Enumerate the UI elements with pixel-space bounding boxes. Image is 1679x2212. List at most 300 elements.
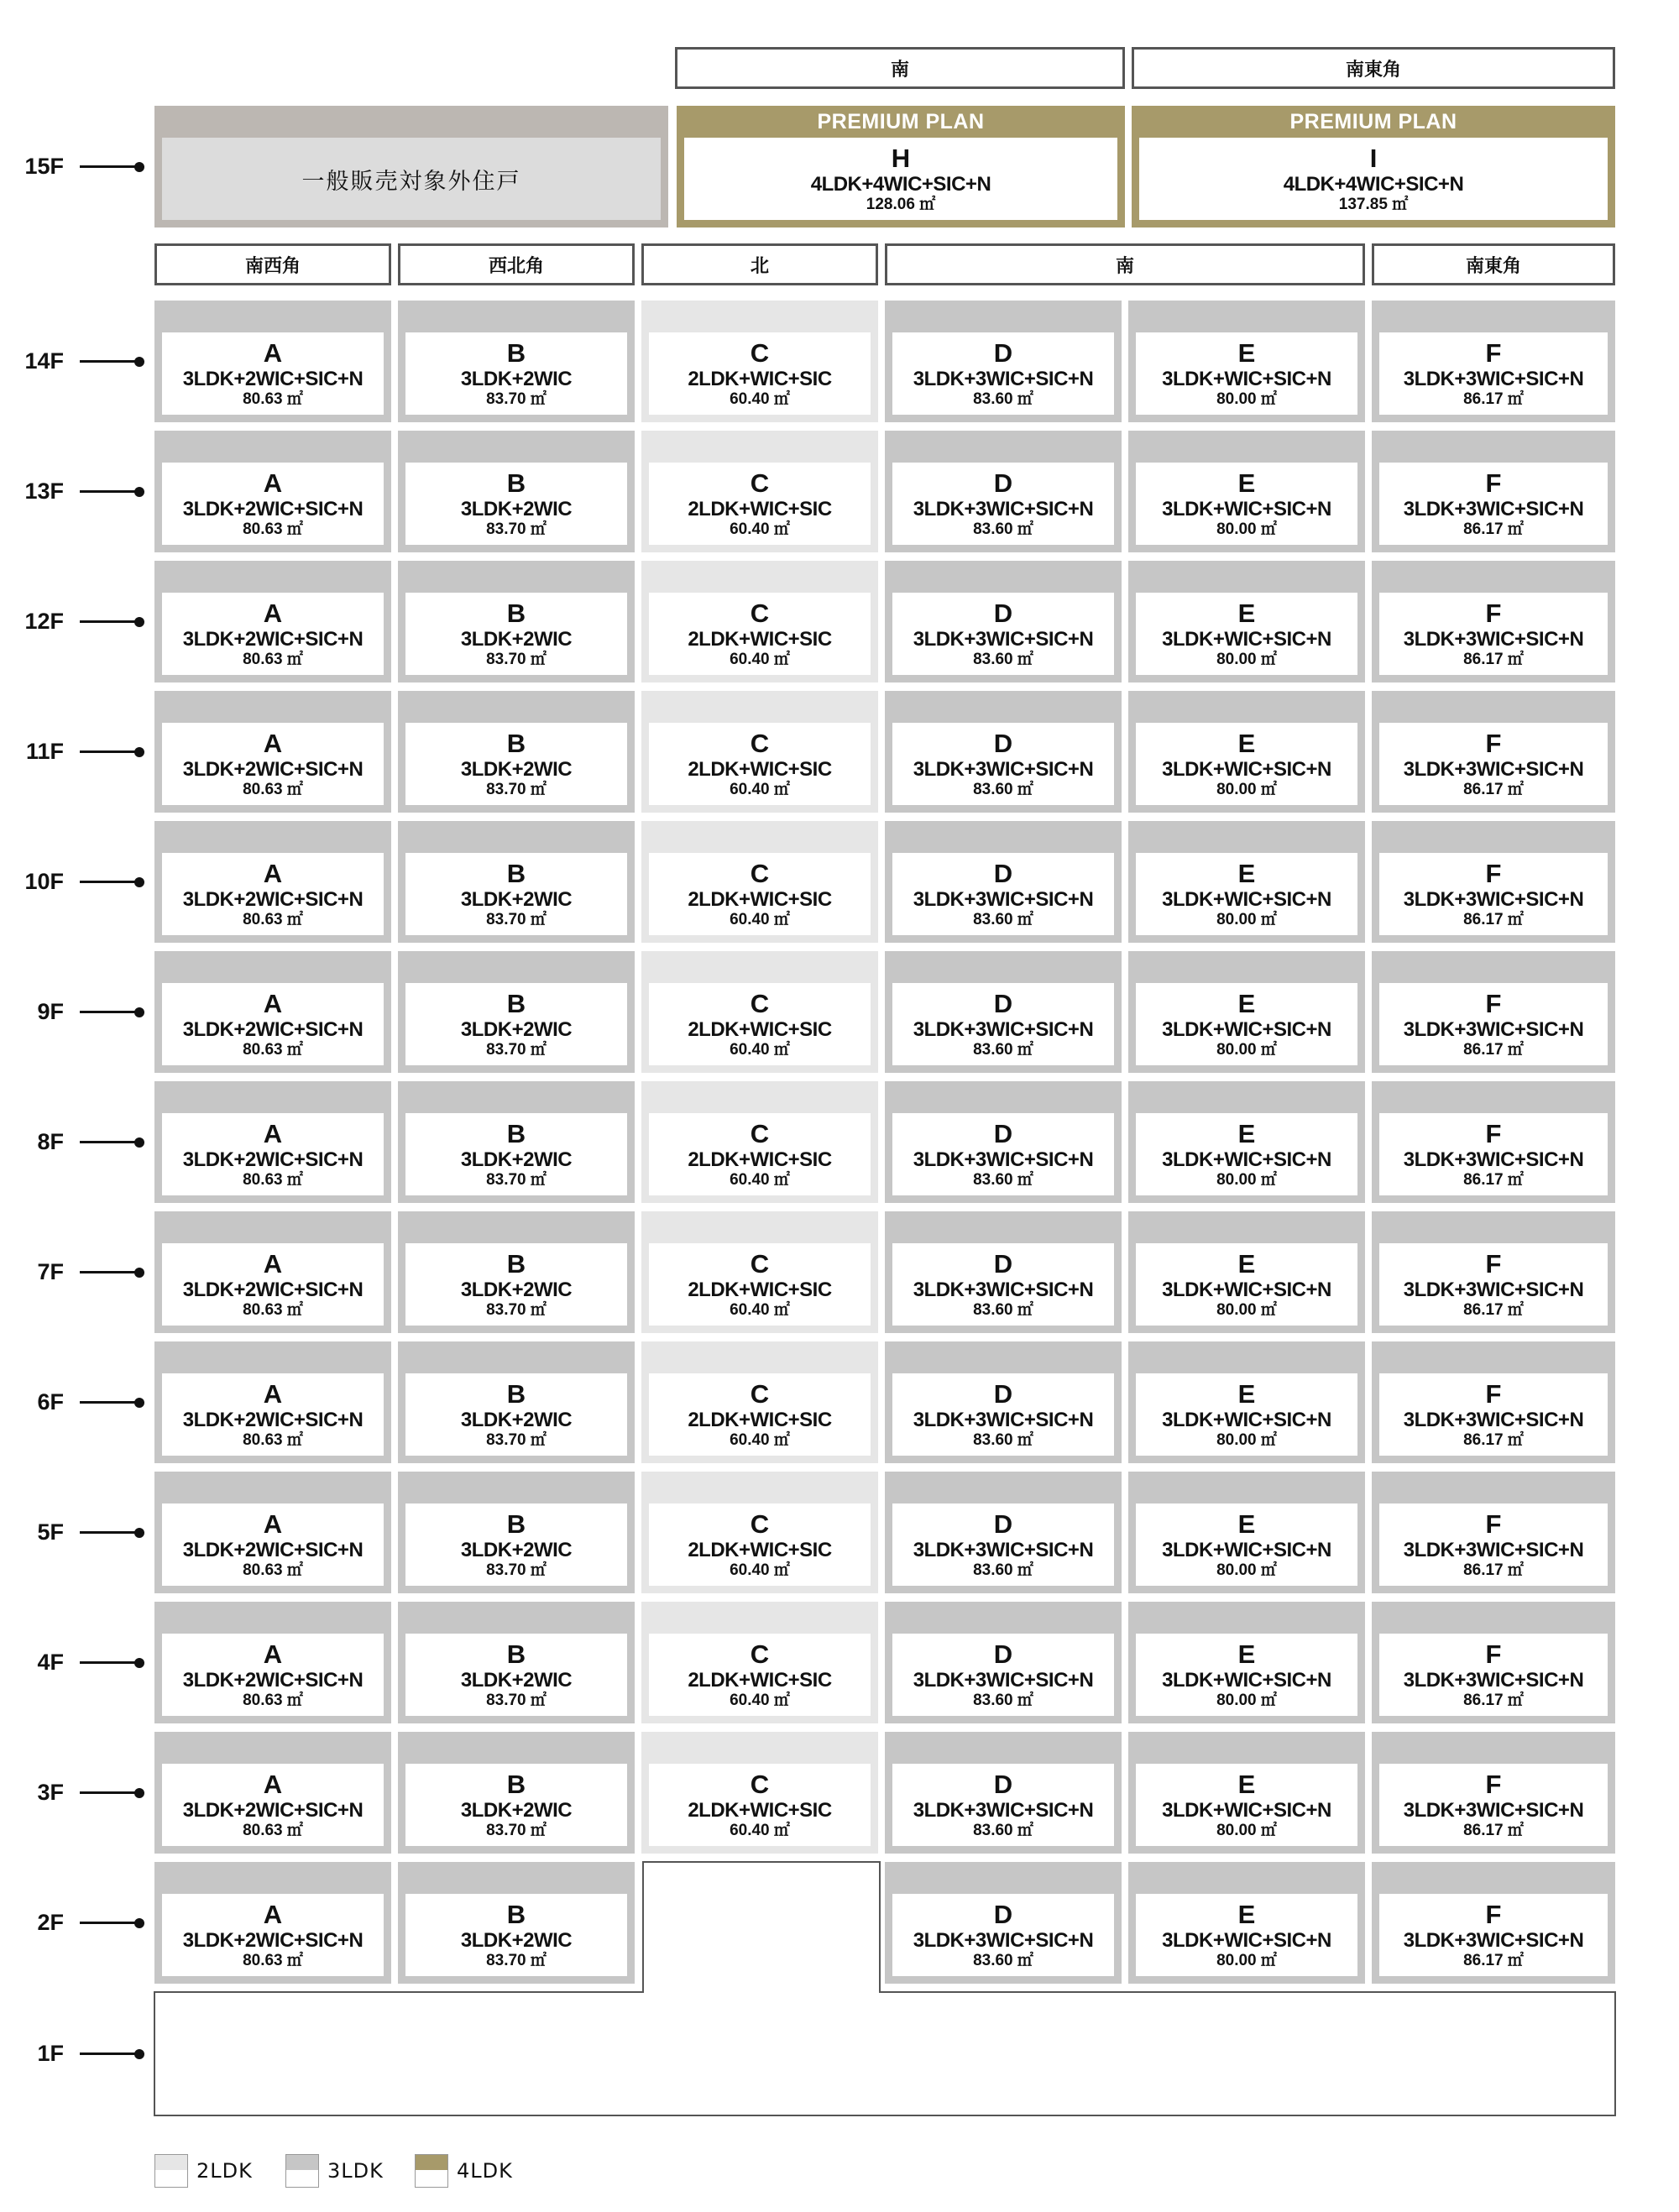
unit-7f-e[interactable]: [1128, 1211, 1365, 1333]
unit-letter: E: [1237, 1248, 1256, 1279]
unit-detail: [405, 1373, 627, 1456]
unit-6f-c[interactable]: [641, 1341, 878, 1463]
unit-13f-f[interactable]: [1372, 431, 1615, 552]
unit-area: 86.17 ㎡: [1463, 1040, 1524, 1059]
unit-letter: C: [750, 468, 770, 498]
unit-14f-c[interactable]: [641, 301, 878, 422]
unit-3f-f[interactable]: [1372, 1732, 1615, 1854]
unit-12f-d[interactable]: [885, 561, 1122, 682]
floor-leader-line: [80, 2053, 140, 2055]
unit-letter: B: [506, 1509, 526, 1539]
legend-swatch-3ldk: [285, 2154, 319, 2188]
floor-label: 9F: [37, 999, 64, 1024]
unit-6f-f[interactable]: [1372, 1341, 1615, 1463]
floor-leader-dot: [134, 487, 144, 497]
unit-area: 86.17 ㎡: [1463, 1170, 1524, 1189]
unit-6f-e[interactable]: [1128, 1341, 1365, 1463]
unit-letter: B: [506, 988, 526, 1018]
direction-label-southwest: 南西角: [154, 243, 391, 285]
legend-label: 3LDK: [327, 2159, 384, 2183]
unit-type: 3LDK+WIC+SIC+N: [1162, 1928, 1331, 1952]
unit-detail: [1379, 463, 1608, 545]
unit-letter: C: [750, 1248, 770, 1279]
unit-detail: [649, 1373, 871, 1456]
unit-8f-c[interactable]: [641, 1081, 878, 1203]
floor-label: 7F: [37, 1259, 64, 1284]
unit-letter: B: [506, 1769, 526, 1799]
unit-6f-a[interactable]: [154, 1341, 391, 1463]
unit-13f-c[interactable]: [641, 431, 878, 552]
unit-area: 60.40 ㎡: [730, 1691, 790, 1709]
floor-leader-dot: [134, 1268, 144, 1278]
unit-letter: A: [263, 728, 283, 758]
floor-leader-line: [80, 1271, 140, 1273]
unit-letter: D: [993, 598, 1013, 628]
unit-9f-e[interactable]: [1128, 951, 1365, 1073]
unit-detail: [162, 463, 384, 545]
unit-letter: D: [993, 858, 1013, 888]
unit-detail: [1379, 1373, 1608, 1456]
unit-type: 3LDK+WIC+SIC+N: [1162, 1538, 1331, 1561]
unit-letter: F: [1485, 858, 1502, 888]
unit-area: 83.60 ㎡: [973, 780, 1033, 798]
unit-4f-c[interactable]: [641, 1602, 878, 1723]
unit-detail: [405, 1113, 627, 1195]
unit-type: 2LDK+WIC+SIC: [688, 1538, 832, 1561]
unit-detail: [405, 983, 627, 1065]
unit-detail: [892, 1373, 1114, 1456]
unit-9f-a[interactable]: [154, 951, 391, 1073]
unit-letter: E: [1237, 1899, 1256, 1929]
unit-area: 80.63 ㎡: [243, 1300, 303, 1319]
direction-label-south: 南: [885, 243, 1365, 285]
unit-area: 86.17 ㎡: [1463, 1300, 1524, 1319]
unit-area: 80.63 ㎡: [243, 1951, 303, 1969]
unit-letter: A: [263, 988, 283, 1018]
unit-5f-d[interactable]: [885, 1472, 1122, 1593]
unit-9f-d[interactable]: [885, 951, 1122, 1073]
unit-area: 86.17 ㎡: [1463, 1821, 1524, 1839]
unit-10f-b[interactable]: [398, 821, 635, 943]
unit-type: 3LDK+2WIC+SIC+N: [182, 627, 364, 651]
floor-leader-line: [80, 881, 140, 883]
unit-6f-d[interactable]: [885, 1341, 1122, 1463]
unit-detail: [649, 983, 871, 1065]
unit-letter: A: [263, 1639, 283, 1669]
unit-letter: E: [1237, 337, 1256, 368]
unit-detail: [649, 1243, 871, 1326]
floor-label: 15F: [24, 154, 64, 179]
unit-3f-d[interactable]: [885, 1732, 1122, 1854]
unit-letter: E: [1237, 1769, 1256, 1799]
unit-detail: [649, 1503, 871, 1586]
unit-type: 3LDK+3WIC+SIC+N: [913, 1928, 1094, 1952]
premium-plan-header: PREMIUM PLAN: [1289, 109, 1457, 133]
unit-letter: C: [750, 1639, 770, 1669]
unit-area: 80.63 ㎡: [243, 390, 303, 408]
unit-4f-d[interactable]: [885, 1602, 1122, 1723]
unit-area: 80.00 ㎡: [1216, 1691, 1277, 1709]
unit-letter: D: [993, 1118, 1013, 1148]
unit-type: 3LDK+3WIC+SIC+N: [1403, 757, 1584, 781]
unit-detail: [649, 593, 871, 675]
unit-7f-c[interactable]: [641, 1211, 878, 1333]
unit-detail: [649, 463, 871, 545]
unit-detail: [892, 1243, 1114, 1326]
unit-12f-c[interactable]: [641, 561, 878, 682]
unit-detail: [649, 1764, 871, 1846]
unit-3f-c[interactable]: [641, 1732, 878, 1854]
unit-area: 80.00 ㎡: [1216, 1300, 1277, 1319]
unit-area: 83.70 ㎡: [486, 520, 547, 538]
unit-area: 86.17 ㎡: [1463, 1691, 1524, 1709]
unit-letter: F: [1485, 468, 1502, 498]
unit-detail: [892, 593, 1114, 675]
unit-13f-b[interactable]: [398, 431, 635, 552]
unit-type: 3LDK+3WIC+SIC+N: [1403, 367, 1584, 390]
unit-9f-b[interactable]: [398, 951, 635, 1073]
unit-type: 3LDK+3WIC+SIC+N: [1403, 1017, 1584, 1041]
unit-type: 3LDK+3WIC+SIC+N: [913, 1798, 1094, 1822]
floor-leader-line: [80, 750, 140, 753]
unit-detail: [162, 1243, 384, 1326]
unit-letter: D: [993, 1769, 1013, 1799]
unit-10f-d[interactable]: [885, 821, 1122, 943]
unit-letter: E: [1237, 1509, 1256, 1539]
unit-area: 83.60 ㎡: [973, 520, 1033, 538]
unit-area: 80.00 ㎡: [1216, 1821, 1277, 1839]
unit-9f-c[interactable]: [641, 951, 878, 1073]
unit-letter: D: [993, 728, 1013, 758]
unit-letter: C: [750, 1509, 770, 1539]
floor-label: 8F: [37, 1129, 64, 1154]
unit-11f-a[interactable]: [154, 691, 391, 813]
unit-area: 83.70 ㎡: [486, 1561, 547, 1579]
unit-2f-a[interactable]: [154, 1862, 391, 1984]
unit-area: 83.60 ㎡: [973, 1040, 1033, 1059]
unit-area: 80.00 ㎡: [1216, 1040, 1277, 1059]
unit-area: 80.00 ㎡: [1216, 390, 1277, 408]
unit-4f-a[interactable]: [154, 1602, 391, 1723]
unit-type: 3LDK+3WIC+SIC+N: [913, 627, 1094, 651]
unit-letter: C: [750, 988, 770, 1018]
unit-letter: B: [506, 1899, 526, 1929]
unit-area: 86.17 ㎡: [1463, 910, 1524, 928]
unit-4f-b[interactable]: [398, 1602, 635, 1723]
unit-letter: D: [993, 1639, 1013, 1669]
unit-type: 2LDK+WIC+SIC: [688, 887, 832, 911]
unit-area: 80.63 ㎡: [243, 1691, 303, 1709]
legend-swatch-fill: [286, 2155, 318, 2170]
unit-area: 60.40 ㎡: [730, 520, 790, 538]
unit-area: 80.63 ㎡: [243, 910, 303, 928]
floor-leader-dot: [134, 1398, 144, 1408]
unit-12f-e[interactable]: [1128, 561, 1365, 682]
unit-type: 3LDK+2WIC: [460, 887, 573, 911]
unit-area: 83.70 ㎡: [486, 1430, 547, 1449]
unit-11f-d[interactable]: [885, 691, 1122, 813]
premium-unit-detail: [684, 138, 1117, 220]
unit-letter: A: [263, 468, 283, 498]
unit-8f-d[interactable]: [885, 1081, 1122, 1203]
unit-detail: [892, 1764, 1114, 1846]
unit-detail: [1379, 1894, 1608, 1976]
unit-7f-b[interactable]: [398, 1211, 635, 1333]
unit-detail: [1379, 1503, 1608, 1586]
unit-area: 86.17 ㎡: [1463, 1430, 1524, 1449]
unit-area: 83.70 ㎡: [486, 1691, 547, 1709]
unit-type: 2LDK+WIC+SIC: [688, 1278, 832, 1301]
unit-detail: [162, 853, 384, 935]
unit-detail: [1136, 853, 1357, 935]
unit-area: 128.06 ㎡: [866, 195, 936, 213]
unit-type: 3LDK+2WIC: [460, 1538, 573, 1561]
unit-type: 3LDK+WIC+SIC+N: [1162, 1798, 1331, 1822]
unit-3f-b[interactable]: [398, 1732, 635, 1854]
unit-13f-a[interactable]: [154, 431, 391, 552]
unit-detail: [892, 1634, 1114, 1716]
unit-detail: [892, 983, 1114, 1065]
floor-label: 11F: [25, 739, 64, 764]
unit-type: 3LDK+2WIC: [460, 627, 573, 651]
unit-type: 3LDK+WIC+SIC+N: [1162, 1017, 1331, 1041]
unit-letter: E: [1237, 598, 1256, 628]
unit-type: 3LDK+3WIC+SIC+N: [913, 1017, 1094, 1041]
floor-label: 3F: [37, 1780, 64, 1805]
floor-label: 10F: [24, 869, 64, 894]
unit-type: 3LDK+3WIC+SIC+N: [1403, 1928, 1584, 1952]
floor-leader-dot: [134, 1788, 144, 1798]
unit-detail: [1136, 332, 1357, 415]
unit-area: 83.60 ㎡: [973, 390, 1033, 408]
premium-plan-header: PREMIUM PLAN: [817, 109, 985, 133]
unit-8f-b[interactable]: [398, 1081, 635, 1203]
unit-letter: B: [506, 1639, 526, 1669]
unit-2f-d[interactable]: [885, 1862, 1122, 1984]
unit-area: 80.63 ㎡: [243, 1561, 303, 1579]
unit-10f-c[interactable]: [641, 821, 878, 943]
unit-11f-f[interactable]: [1372, 691, 1615, 813]
unit-area: 80.63 ㎡: [243, 650, 303, 668]
unit-detail: [1379, 593, 1608, 675]
unit-type: 3LDK+2WIC+SIC+N: [182, 367, 364, 390]
unit-detail: [405, 1243, 627, 1326]
unit-2f-f[interactable]: [1372, 1862, 1615, 1984]
unit-10f-f[interactable]: [1372, 821, 1615, 943]
floor-label: 6F: [37, 1389, 64, 1415]
unit-10f-a[interactable]: [154, 821, 391, 943]
unit-letter: D: [993, 337, 1013, 368]
unit-area: 60.40 ㎡: [730, 1300, 790, 1319]
unit-detail: [162, 1113, 384, 1195]
unit-type: 3LDK+2WIC: [460, 497, 573, 520]
unit-type: 3LDK+2WIC: [460, 1798, 573, 1822]
unit-type: 3LDK+2WIC: [460, 1148, 573, 1171]
unit-detail: [1136, 983, 1357, 1065]
unit-3f-a[interactable]: [154, 1732, 391, 1854]
unit-14f-b[interactable]: [398, 301, 635, 422]
unit-type: 3LDK+WIC+SIC+N: [1162, 1278, 1331, 1301]
floor-label: 14F: [24, 348, 64, 374]
unit-type: 2LDK+WIC+SIC: [688, 1017, 832, 1041]
unit-type: 3LDK+3WIC+SIC+N: [1403, 497, 1584, 520]
unit-type: 3LDK+WIC+SIC+N: [1162, 1408, 1331, 1431]
unit-detail: [1136, 1113, 1357, 1195]
unit-area: 86.17 ㎡: [1463, 520, 1524, 538]
unit-detail: [1136, 1373, 1357, 1456]
unit-10f-e[interactable]: [1128, 821, 1365, 943]
unit-type: 2LDK+WIC+SIC: [688, 627, 832, 651]
floor-leader-dot: [134, 1007, 144, 1017]
unit-area: 83.60 ㎡: [973, 1561, 1033, 1579]
unit-detail: [892, 463, 1114, 545]
unit-detail: [892, 723, 1114, 805]
unit-detail: [1136, 1503, 1357, 1586]
unit-9f-f[interactable]: [1372, 951, 1615, 1073]
unit-area: 60.40 ㎡: [730, 1170, 790, 1189]
unit-detail: [1379, 1764, 1608, 1846]
unit-area: 86.17 ㎡: [1463, 390, 1524, 408]
unit-5f-b[interactable]: [398, 1472, 635, 1593]
unit-7f-d[interactable]: [885, 1211, 1122, 1333]
unit-5f-c[interactable]: [641, 1472, 878, 1593]
unit-type: 3LDK+2WIC: [460, 1017, 573, 1041]
floor-leader-dot: [134, 747, 144, 757]
unit-detail: [1136, 1634, 1357, 1716]
unit-2f-e[interactable]: [1128, 1862, 1365, 1984]
unit-detail: [162, 1894, 384, 1976]
unit-8f-a[interactable]: [154, 1081, 391, 1203]
unit-type: 2LDK+WIC+SIC: [688, 1148, 832, 1171]
unit-11f-e[interactable]: [1128, 691, 1365, 813]
floor-leader-line: [80, 620, 140, 623]
unit-letter: H: [891, 143, 911, 173]
unit-area: 83.70 ㎡: [486, 390, 547, 408]
unit-type: 3LDK+3WIC+SIC+N: [913, 367, 1094, 390]
unit-letter: C: [750, 1769, 770, 1799]
unit-letter: E: [1237, 1639, 1256, 1669]
unit-letter: A: [263, 1378, 283, 1409]
unit-type: 3LDK+3WIC+SIC+N: [1403, 887, 1584, 911]
unit-area: 83.70 ㎡: [486, 780, 547, 798]
unit-area: 80.63 ㎡: [243, 520, 303, 538]
unit-detail: [892, 1503, 1114, 1586]
unit-type: 3LDK+3WIC+SIC+N: [1403, 1668, 1584, 1692]
unit-detail: [892, 1894, 1114, 1976]
unit-area: 83.60 ㎡: [973, 910, 1033, 928]
unit-4f-f[interactable]: [1372, 1602, 1615, 1723]
unit-detail: [405, 332, 627, 415]
unit-13f-d[interactable]: [885, 431, 1122, 552]
floor-label: 1F: [37, 2041, 64, 2066]
floor-leader-dot: [134, 1528, 144, 1538]
unit-3f-e[interactable]: [1128, 1732, 1365, 1854]
premium-unit-h[interactable]: [677, 106, 1125, 227]
floor-leader-line: [80, 360, 140, 363]
unit-12f-f[interactable]: [1372, 561, 1615, 682]
unit-letter: C: [750, 728, 770, 758]
unit-14f-a[interactable]: [154, 301, 391, 422]
unit-11f-b[interactable]: [398, 691, 635, 813]
unit-6f-b[interactable]: [398, 1341, 635, 1463]
floor-leader-line: [80, 1141, 140, 1143]
unit-area: 80.00 ㎡: [1216, 650, 1277, 668]
unit-8f-f[interactable]: [1372, 1081, 1615, 1203]
legend-label: 2LDK: [196, 2159, 253, 2183]
unit-letter: D: [993, 1899, 1013, 1929]
unit-7f-f[interactable]: [1372, 1211, 1615, 1333]
unit-letter: D: [993, 468, 1013, 498]
unit-area: 83.60 ㎡: [973, 650, 1033, 668]
unit-letter: A: [263, 858, 283, 888]
floor-leader-dot: [134, 1137, 144, 1148]
unit-type: 3LDK+2WIC: [460, 1928, 573, 1952]
unit-area: 86.17 ㎡: [1463, 780, 1524, 798]
unit-area: 83.70 ㎡: [486, 1300, 547, 1319]
unit-letter: F: [1485, 1509, 1502, 1539]
floor-label: 12F: [24, 609, 64, 634]
unit-area: 60.40 ㎡: [730, 910, 790, 928]
unit-type: 2LDK+WIC+SIC: [688, 1798, 832, 1822]
unit-5f-e[interactable]: [1128, 1472, 1365, 1593]
unit-letter: D: [993, 988, 1013, 1018]
unit-type: 3LDK+3WIC+SIC+N: [1403, 1408, 1584, 1431]
unit-area: 86.17 ㎡: [1463, 1951, 1524, 1969]
unit-detail: [649, 1634, 871, 1716]
unit-area: 80.00 ㎡: [1216, 780, 1277, 798]
unit-14f-e[interactable]: [1128, 301, 1365, 422]
unit-type: 3LDK+3WIC+SIC+N: [1403, 1798, 1584, 1822]
unit-detail: [162, 723, 384, 805]
unit-2f-b[interactable]: [398, 1862, 635, 1984]
unit-detail: [1136, 1243, 1357, 1326]
unit-14f-f[interactable]: [1372, 301, 1615, 422]
unit-13f-e[interactable]: [1128, 431, 1365, 552]
unit-5f-f[interactable]: [1372, 1472, 1615, 1593]
unit-14f-d[interactable]: [885, 301, 1122, 422]
legend-swatch-4ldk: [415, 2154, 448, 2188]
unit-7f-a[interactable]: [154, 1211, 391, 1333]
unit-detail: [162, 332, 384, 415]
unit-area: 83.60 ㎡: [973, 1430, 1033, 1449]
unit-letter: B: [506, 1118, 526, 1148]
unit-area: 83.70 ㎡: [486, 1040, 547, 1059]
unit-type: 4LDK+4WIC+SIC+N: [1283, 172, 1464, 196]
unit-area: 80.00 ㎡: [1216, 1951, 1277, 1969]
unit-detail: [1136, 593, 1357, 675]
unit-4f-e[interactable]: [1128, 1602, 1365, 1723]
unit-detail: [162, 1503, 384, 1586]
unit-detail: [649, 723, 871, 805]
unit-detail: [1379, 1113, 1608, 1195]
unit-8f-e[interactable]: [1128, 1081, 1365, 1203]
unit-11f-c[interactable]: [641, 691, 878, 813]
unit-5f-a[interactable]: [154, 1472, 391, 1593]
legend-label: 4LDK: [457, 2159, 513, 2183]
unit-letter: F: [1485, 728, 1502, 758]
unit-letter: A: [263, 1118, 283, 1148]
unit-12f-b[interactable]: [398, 561, 635, 682]
unit-detail: [405, 593, 627, 675]
unit-type: 3LDK+2WIC: [460, 757, 573, 781]
premium-unit-i[interactable]: [1132, 106, 1615, 227]
unit-12f-a[interactable]: [154, 561, 391, 682]
unit-detail: [892, 1113, 1114, 1195]
floor-leader-dot: [134, 617, 144, 627]
unit-detail: [1379, 332, 1608, 415]
unit-detail: [1136, 1764, 1357, 1846]
unit-letter: A: [263, 1769, 283, 1799]
